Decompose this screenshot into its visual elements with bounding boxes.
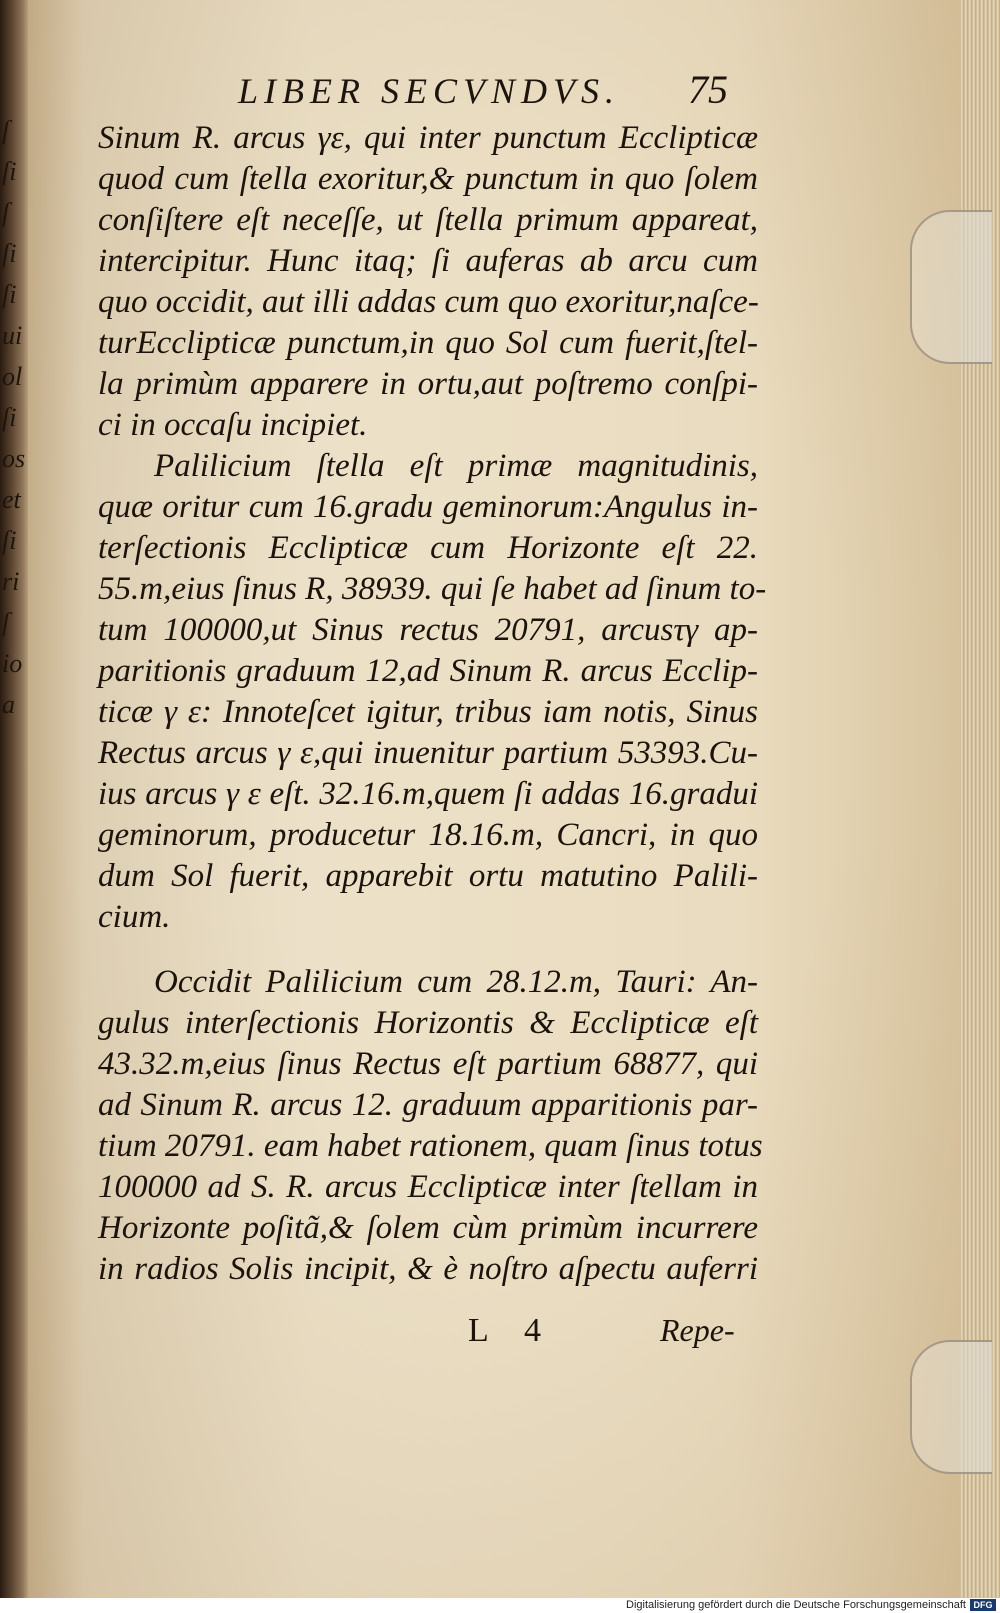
text-line: conſiſtere eſt neceſſe, ut ſtella primum appareat, [98, 202, 758, 238]
text-line: Horizonte poſitã,& ſolem cùm primùm incurrere [98, 1210, 758, 1246]
text-line: quod cum ſtella exoritur,& punctum in quo ſolem [98, 161, 758, 197]
catchword: Repe- [660, 1312, 735, 1348]
running-head [238, 67, 758, 120]
text-line: cium. [98, 899, 171, 935]
facing-page-fragment: ſi [2, 526, 17, 555]
facing-page-fragment: ſi [2, 280, 17, 309]
text-line: quæ oritur cum 16.gradu geminorum:Angulus in- [98, 489, 758, 525]
body-text [98, 118, 767, 1290]
text-line: dum Sol fuerit, apparebit ortu matutino Palili- [98, 858, 758, 894]
facing-page-fragment: ol [2, 362, 23, 391]
facing-page-fragment: ſi [2, 239, 17, 268]
facing-page-fragment: io [2, 649, 23, 678]
facing-page-fragment: ſi [2, 157, 17, 186]
facing-page-fragment: ui [2, 321, 23, 350]
text-line: 55.m,eius ſinus R, 38939. qui ſe habet ad ſinum to- [98, 571, 767, 607]
text-line: ad Sinum R. arcus 12. graduum apparitionis par- [98, 1087, 758, 1123]
text-line: intercipitur. Hunc itaq; ſi auferas ab arcu cum [98, 243, 758, 279]
facing-page-fragment: et [2, 485, 21, 514]
text-line: Sinum R. arcus γε, qui inter punctum Ecclipticæ [98, 120, 758, 156]
dfg-logo-icon: DFG [970, 1599, 996, 1611]
text-line: turEcclipticæ punctum,in quo Sol cum fuerit,ſtel- [98, 325, 758, 361]
page-clip-bottom [910, 1340, 992, 1474]
text-line: terſectionis Ecclipticæ cum Horizonte eſt 22. [98, 530, 758, 566]
facing-page-fragment: os [2, 444, 26, 473]
text-line: quo occidit, aut illi addas cum quo exoritur,naſce- [98, 284, 759, 320]
text-line: geminorum, producetur 18.16.m, Cancri, in quo [98, 817, 758, 853]
signature-mark: L 4 [468, 1312, 556, 1349]
page-number: 75 [688, 67, 728, 112]
text-line: in radios Solis incipit, & è noſtro aſpectu auferri [98, 1251, 758, 1287]
text-line: Occidit Palilicium cum 28.12.m, Tauri: An- [154, 964, 758, 1000]
facing-page-fragment: ſ [2, 608, 10, 637]
facing-page-fragment: ſ [2, 198, 10, 227]
text-line: la primùm apparere in ortu,aut poſtremo conſpi- [98, 366, 758, 402]
text-line: paritionis graduum 12,ad Sinum R. arcus Ecclip- [98, 653, 758, 689]
text-line: tium 20791. eam habet rationem, quam ſinus totus [98, 1128, 763, 1164]
facing-page-fragment: ſi [2, 403, 17, 432]
text-line: ci in occaſu incipiet. [98, 407, 368, 443]
facing-page-fragments [0, 110, 26, 830]
facing-page-fragment: a [2, 690, 15, 719]
text-line: 100000 ad S. R. arcus Ecclipticæ inter ſtellam in [98, 1169, 758, 1205]
text-line: gulus interſectionis Horizontis & Ecclipticæ eſt [98, 1005, 758, 1041]
text-line: tum 100000,ut Sinus rectus 20791, arcusτγ ap- [98, 612, 758, 648]
page-clip-top [910, 210, 992, 364]
footer-credit: Digitalisierung gefördert durch die Deutsche Forschungsgemeinschaft [626, 1599, 966, 1611]
text-line: 43.32.m,eius ſinus Rectus eſt partium 68877, qui [98, 1046, 758, 1082]
digitization-footer [0, 1598, 1000, 1613]
facing-page-fragment: ſ [2, 116, 10, 145]
text-line: ticæ γ ε: Innoteſcet igitur, tribus iam notis, Sinus [98, 694, 758, 730]
facing-page-fragment: ri [2, 567, 20, 596]
running-title: LIBER SECVNDVS. [238, 71, 620, 111]
text-line: Palilicium ſtella eſt primæ magnitudinis, [154, 448, 758, 484]
text-line: ius arcus γ ε eſt. 32.16.m,quem ſi addas 16.gradui [98, 776, 758, 812]
book-page [28, 0, 972, 1598]
text-line: Rectus arcus γ ε,qui inuenitur partium 53393.Cu- [98, 735, 758, 771]
